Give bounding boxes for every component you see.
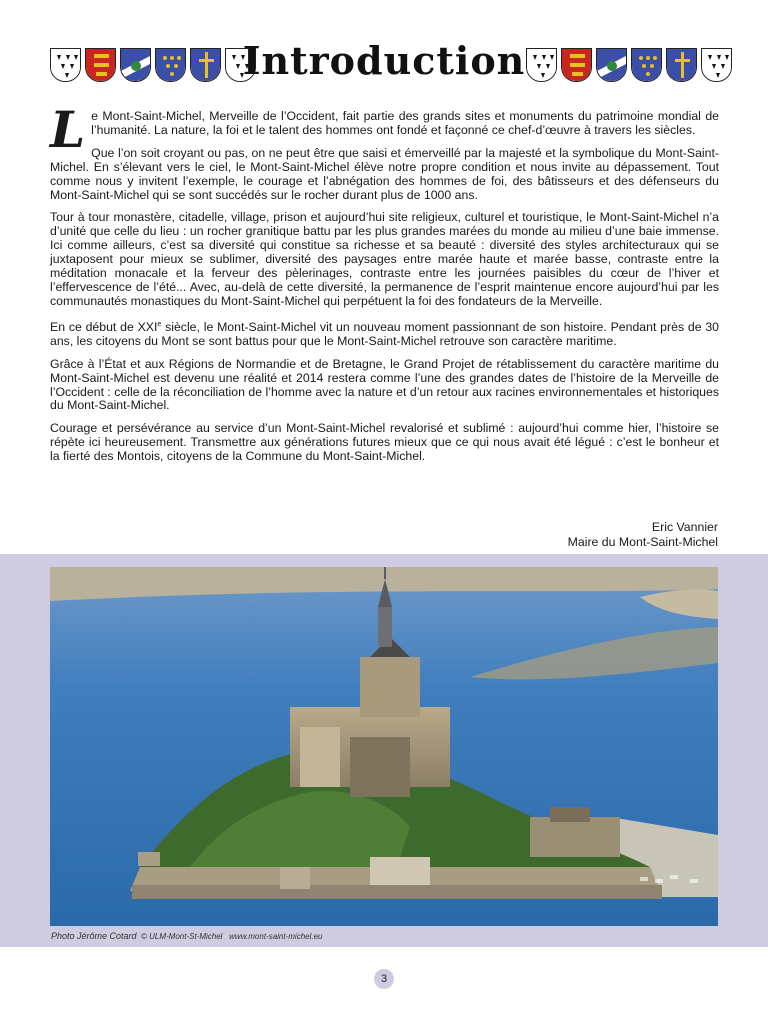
coat-of-arms-left bbox=[50, 48, 256, 82]
ermine-shield-icon bbox=[50, 48, 81, 82]
photo-credit-author: Photo Jérôme Cotard bbox=[51, 931, 137, 941]
drop-cap: L bbox=[50, 100, 86, 159]
paragraph-1-text: e Mont-Saint-Michel, Merveille de l’Occident, fait partie des grands sites et monuments du patrimoine mondial de l’humanité. La nature, la foi et le talent des hommes ont fondé et façonné ce chef-d’œuvre à travers les siècles. bbox=[91, 109, 719, 137]
coat-of-arms-right bbox=[526, 48, 732, 82]
mont-saint-michel-photo bbox=[50, 567, 718, 926]
paragraph-4 bbox=[50, 318, 719, 349]
paragraph-3: Tour à tour monastère, citadelle, village, prison et aujourd’hui site religieux, culturel et touristique, le Mont-Saint-Michel n’a d’unité que celle du lieu : un rocher granitique battu par les plus grandes marées du monde au milieu d’une baie immense. Ici comme ailleurs, c’est sa diversité qui constitue sa richesse et sa beauté : diversité des styles architecturaux qui se juxtaposent pour mieux se sublimer, diversité des paysages entre marée haute et marée basse, contraste entre la méditation monacale et la ferveur des pèlerinages, contraste entre les journées paisibles du cœur de l’hiver et l’effervescence de l’été... Avec, au-delà de cette diversité, la permanence de l’esprit maintenue encore aujourd’hui par les communautés monastiques du Mont-Saint-Michel qui perpétuent la foi des fondateurs de la Merveille. bbox=[50, 210, 719, 308]
signature-name: Eric Vannier bbox=[651, 520, 718, 534]
cross-shield-icon bbox=[190, 48, 221, 82]
aerial-view-illustration bbox=[50, 567, 718, 926]
photo-credit-url: www.mont-saint-michel.eu bbox=[229, 932, 323, 941]
century-superscript: e bbox=[157, 320, 162, 328]
page-number: 3 bbox=[374, 969, 394, 989]
page-header bbox=[0, 36, 768, 96]
lions-shield-icon bbox=[561, 48, 592, 82]
paragraph-4-end: siècle, le Mont-Saint-Michel vit un nouveau moment passionnant de son histoire. Pendant près de 30 ans, les citoyens du Mont se sont battus pour que le Mont-Saint-Michel retrouve son caractère maritime. bbox=[50, 319, 719, 348]
paragraph-6: Courage et persévérance au service d’un Mont-Saint-Michel revalorisé et sublimé : aujourd’hui comme hier, l’histoire se répète ici heureusement. Transmettre aux générations futures mieux que ce qui nous avait été légué : c’est le bonheur et la fierté des Montois, citoyens de la Commune du Mont-Saint-Michel. bbox=[50, 421, 719, 464]
signature-role: Maire du Mont-Saint-Michel bbox=[567, 535, 718, 549]
introduction-text bbox=[50, 100, 719, 473]
ermine-shield-icon bbox=[701, 48, 732, 82]
paragraph-1 bbox=[50, 100, 719, 159]
page-title: Introduction bbox=[242, 38, 526, 83]
fleur-de-lis-shield-icon bbox=[155, 48, 186, 82]
photo-credit bbox=[51, 931, 323, 941]
paragraph-5: Grâce à l’État et aux Régions de Normandie et de Bretagne, le Grand Projet de rétablissement du caractère maritime du Mont-Saint-Michel est devenu une réalité et 2014 restera comme l’une des grandes dates de l’histoire de la Merveille de l’Occident : celle de la réconciliation de l’homme avec la nature et d’un retour aux racines environnementales et historiques du Mont-Saint-Michel. bbox=[50, 356, 719, 413]
ermine-shield-icon bbox=[526, 48, 557, 82]
fleur-de-lis-shield-icon bbox=[631, 48, 662, 82]
paragraph-4-start: En ce début de XXI bbox=[50, 319, 158, 334]
paragraph-2: Que l’on soit croyant ou pas, on ne peut être que saisi et émerveillé par la majesté et la symbolique du Mont-Saint-Michel. En s’élevant vers le ciel, le Mont-Saint-Michel élève notre propre condition et nous invite au dépassement. Tout comme nous y invitent l’exemple, le courage et l’abnégation des hommes de foi, des bâtisseurs et des défenseurs du Mont-Saint-Michel qui se sont succédés sur le rocher durant plus de 1000 ans. bbox=[50, 145, 719, 202]
photo-credit-copyright: © ULM-Mont-St-Michel bbox=[141, 932, 223, 941]
dragon-shield-icon bbox=[120, 48, 151, 82]
dragon-shield-icon bbox=[596, 48, 627, 82]
cross-shield-icon bbox=[666, 48, 697, 82]
lions-shield-icon bbox=[85, 48, 116, 82]
signature-block bbox=[568, 520, 718, 550]
